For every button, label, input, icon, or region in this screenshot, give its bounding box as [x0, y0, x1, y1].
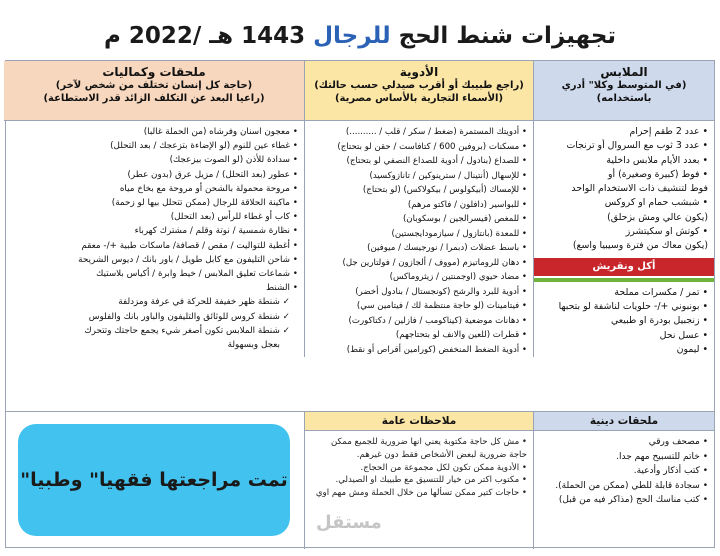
list-item: • بونبوني +/- حلويات لناشفة لو بتحبها	[538, 300, 708, 314]
clothes-title: الملابس	[600, 65, 648, 79]
list-item: • عسل نحل	[538, 329, 708, 343]
list-item: • أغطية للتواليت / مقص / قصافة/ ماسكات طبية +/- معقم	[8, 239, 298, 253]
list-item: • ماكينة الحلاقة للرجال (ممكن تتحلل بيها لو زحمة)	[8, 196, 298, 210]
list-item: • حاجات كتير ممكن تسألها من خلال الحملة ومش مهم اوي	[309, 487, 527, 500]
list-item: • معجون اسنان وفرشاه (من الحملة غالبا)	[8, 125, 298, 139]
list-item: • قطرات (للعين والانف لو بتحتاجهم)	[309, 328, 527, 343]
medicines-list	[305, 121, 533, 357]
extras-title: ملحقات وكماليات	[102, 65, 206, 79]
list-item: • للإسهال (أنتينال / سترينوكين / تانازوكسيد)	[309, 169, 527, 184]
list-item: • فوط (كبيرة وصغيرة) أو	[538, 168, 708, 182]
medicines-column	[304, 61, 534, 357]
medicines-title: الأدوية	[399, 65, 439, 79]
list-item: • ليمون	[538, 343, 708, 357]
title-highlight: للرجال	[313, 23, 391, 49]
religious-list	[534, 431, 714, 508]
notes-header: ملاحظات عامة	[305, 412, 533, 431]
list-item: • للمغص (فيسرالجين / بوسكوبان)	[309, 212, 527, 227]
list-item: بعجل وبسهولة	[227, 340, 280, 351]
list-item: • غطاء عين للنوم (لو الإضاءة بتزعجك / بعد التحلل)	[8, 139, 298, 153]
list-item: • مش كل حاجة مكتوبة يعني انها ضرورية للجميع ممكن	[309, 436, 527, 449]
list-item: • مكتوب اكتر من خيار للتنسيق مع طبيبك او الصيدلي.	[309, 474, 527, 487]
food-list	[534, 282, 714, 357]
list-item: • كتب مناسك الحج (مذاكر فيه من قبل)	[538, 493, 708, 508]
list-item: • شاحن التليفون مع كابل طويل / باور بانك / ديوس الشريحة	[8, 253, 298, 267]
page-title	[0, 14, 720, 58]
badge-column	[6, 412, 304, 549]
clothes-list	[534, 121, 714, 254]
list-item: • للبواسير (دافلون / فاكتو مرهم)	[309, 198, 527, 213]
list-item: • عدد 2 طقم إحرام	[538, 125, 708, 139]
clothes-column	[534, 61, 714, 357]
title-text: تجهيزات شنط الحج	[398, 23, 617, 49]
list-item: • للصداع (بنادول / أدوية للصداع النصفي لو بتحتاج)	[309, 154, 527, 169]
list-item: • نظارة شمسية / نوتة وقلم / مشترك كهرباء	[8, 224, 298, 238]
list-item: • زنجبيل بودرة او طبيعي	[538, 314, 708, 328]
checklist-table	[5, 60, 715, 548]
list-item: • كتب أذكار وأدعية.	[538, 464, 708, 479]
list-item: ✓ شنطة ظهر خفيفة للحركة في عرفة ومزدلفة	[8, 295, 298, 309]
list-item: ✓ شنطة كروس للوثائق والتليفون والباور بانك والفلوس	[8, 310, 298, 324]
list-item: (يكون معاك من فترة وسيبيا واسع)	[572, 240, 708, 252]
medicines-header	[305, 61, 533, 121]
list-item: • عدد 3 ثوب مع السروال أو ترنجات	[538, 139, 708, 153]
list-item: • كاب أو غطاء للرأس (بعد التحلل)	[8, 210, 298, 224]
list-item: • أدوية للبرد والرشح (كونجستال / بنادول أخضر)	[309, 285, 527, 300]
list-item: • دهان للروماتيزم (مووف / ألجازون / فولتارين جل)	[309, 256, 527, 271]
extras-list	[4, 121, 304, 352]
watermark-logo: مستقل	[316, 512, 382, 533]
notes-list	[305, 431, 533, 500]
list-item: • سدادة للأذن (لو الصوت بيزعجك)	[8, 153, 298, 167]
list-item: • شبشب حمام او كروكس	[538, 196, 708, 210]
list-item: (يكون عالي ومش بزحلق)	[607, 211, 708, 223]
extras-header	[4, 61, 304, 121]
list-item: • للإمساك (أبيكولوس / بيكولاكس) (لو بتحتاج)	[309, 183, 527, 198]
list-item: • تمر / مكسرات مملحة	[538, 286, 708, 300]
list-item: • مضاد حيوي (اوجمنتين / زيثروماكس)	[309, 270, 527, 285]
list-item: • شماعات تعليق الملابس / خيط وابرة / أكياس بلاستيك	[8, 267, 298, 281]
list-item: فوط لتنشيف ذات الاستخدام الواحد	[571, 183, 708, 195]
extras-subtitle-1: (حاجة كل إنسان تختلف من شخص لآخر)	[55, 80, 253, 91]
list-item: • مسكنات (بروفين 600 / كتافاست / حقن لو بتحتاج)	[309, 140, 527, 155]
extras-subtitle-2: (راعيا البعد عن التكلف الزائد قدر الاستطاعة)	[43, 93, 265, 104]
clothes-subtitle: (في المتوسط وكلا" أدري باستخدامه)	[561, 80, 687, 104]
list-item: • أدوية الضغط المنخفض (كورامين أقراص أو نقط)	[309, 343, 527, 358]
list-item: حاجة ضرورية لبعض الأشخاص فقط دون غيرهم.	[356, 449, 527, 460]
title-date: 1443 هـ /2022 م	[103, 23, 306, 49]
list-item: • الشنط	[8, 281, 298, 295]
list-item: • للمعدة (بانتازول / سيازمودايجستين)	[309, 227, 527, 242]
list-item: • كوتش او سكيتشرز	[538, 225, 708, 239]
list-item: ✓ شنطة الملابس تكون أصغر شيء يجمع حاجتك وتتحرك	[8, 324, 298, 338]
list-item: • عطور (بعد التحلل) / مزيل عرق (بدون عطر)	[8, 168, 298, 182]
clothes-header	[534, 61, 714, 121]
medicines-subtitle-2: (الأسماء التجارية بالأساس مصرية)	[334, 93, 504, 104]
review-badge: تمت مراجعتها فقهيا" وطبيا"	[18, 424, 290, 536]
extras-column	[4, 61, 304, 352]
religious-header: ملحقات دينية	[534, 412, 714, 431]
list-item: • الأدوية ممكن تكون لكل مجموعة من الحجاج.	[309, 462, 527, 475]
medicines-subtitle-1: (راجع طبيبك أو أقرب صيدلي حسب حالتك)	[314, 80, 524, 91]
list-item: • سجادة قابلة للطي (ممكن من الحملة).	[538, 479, 708, 494]
religious-column	[534, 412, 714, 549]
list-item: • بعدد الأيام ملابس داخلية	[538, 154, 708, 168]
list-item: • مصحف ورقي	[538, 435, 708, 450]
food-header: أكل ونقريش	[534, 258, 714, 276]
list-item: • باسط عضلات (دبمرا / نورجيسك / ميوفين)	[309, 241, 527, 256]
list-item: • أدويتك المستمرة (ضغط / سكر / قلب / ..........)	[309, 125, 527, 140]
list-item: • فيتامينات (لو حاجة منتظمة لك / فيتامين سي)	[309, 299, 527, 314]
list-item: • مروحة محمولة بالشحن أو مروحة مع بخاخ مياه	[8, 182, 298, 196]
list-item: • دهانات موضعية (كيناكومب / فازلين / دكتاكورت)	[309, 314, 527, 329]
list-item: • خاتم للتسبيح مهم جدا.	[538, 450, 708, 465]
